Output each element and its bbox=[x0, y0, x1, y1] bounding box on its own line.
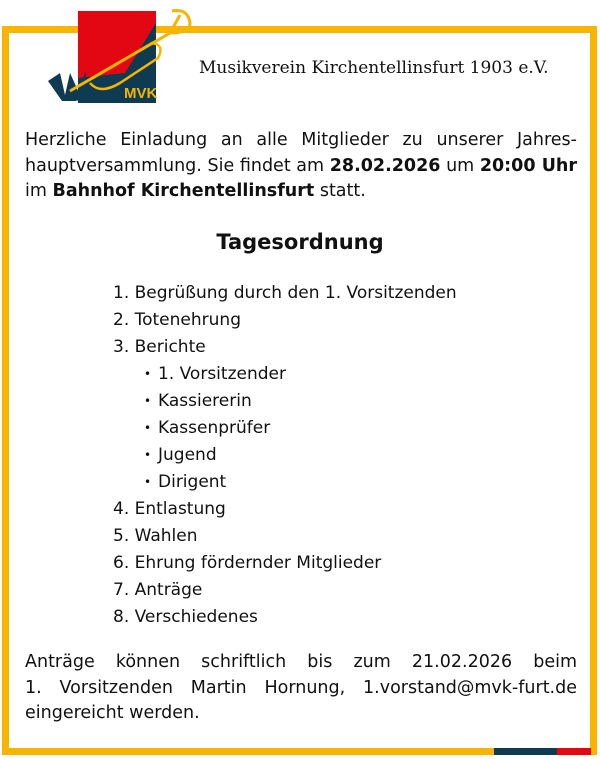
agenda-item: 6. Ehrung fördernder Mitglieder bbox=[113, 553, 382, 573]
invitation-text bbox=[25, 128, 577, 205]
agenda-item: 4. Entlastung bbox=[113, 499, 226, 519]
agenda-title: Tagesordnung bbox=[216, 230, 384, 254]
agenda-subitem: • Jugend bbox=[144, 445, 217, 465]
org-name: Musikverein Kirchentellinsfurt 1903 e.V. bbox=[199, 58, 549, 78]
agenda-item: 2. Totenehrung bbox=[113, 310, 241, 330]
outro-line: 1. Vorsitzenden Martin Hornung, 1.vorstand@mvk-furt.de bbox=[25, 677, 577, 698]
meeting-place: Bahnhof Kirchentellinsfurt bbox=[52, 181, 315, 201]
agenda-item: 7. Anträge bbox=[113, 580, 203, 600]
agenda-item: 3. Berichte bbox=[113, 337, 206, 357]
mvk-logo bbox=[40, 3, 200, 108]
intro-text: im bbox=[25, 181, 53, 201]
agenda-subitem: • 1. Vorsitzender bbox=[144, 364, 286, 384]
meeting-time: 20:00 Uhr bbox=[479, 155, 577, 176]
agenda-item: 5. Wahlen bbox=[113, 526, 198, 546]
logo-text: MVK bbox=[124, 85, 158, 102]
agenda-item: 8. Verschiedenes bbox=[113, 607, 258, 627]
outro-line: eingereicht werden. bbox=[25, 703, 200, 723]
outro-line: Anträge können schriftlich bis zum 21.02.2026 beim bbox=[25, 652, 577, 672]
agenda-subitem: • Kassiererin bbox=[144, 391, 252, 411]
proposal-deadline-text bbox=[25, 650, 577, 727]
intro-text: statt. bbox=[314, 181, 366, 201]
meeting-date: 28.02.2026 bbox=[329, 155, 441, 176]
agenda-list bbox=[113, 280, 457, 631]
agenda-item: 1. Begrüßung durch den 1. Vorsitzenden bbox=[113, 283, 457, 303]
agenda-subitem: • Dirigent bbox=[144, 472, 227, 492]
intro-text: um bbox=[440, 155, 480, 176]
intro-text: Herzliche Einladung an alle Mitglieder zu unserer Jahreshauptversammlung. Sie findet am bbox=[25, 130, 577, 176]
bottom-color-bar bbox=[2, 748, 597, 755]
agenda-subitem: • Kassenprüfer bbox=[144, 418, 271, 438]
